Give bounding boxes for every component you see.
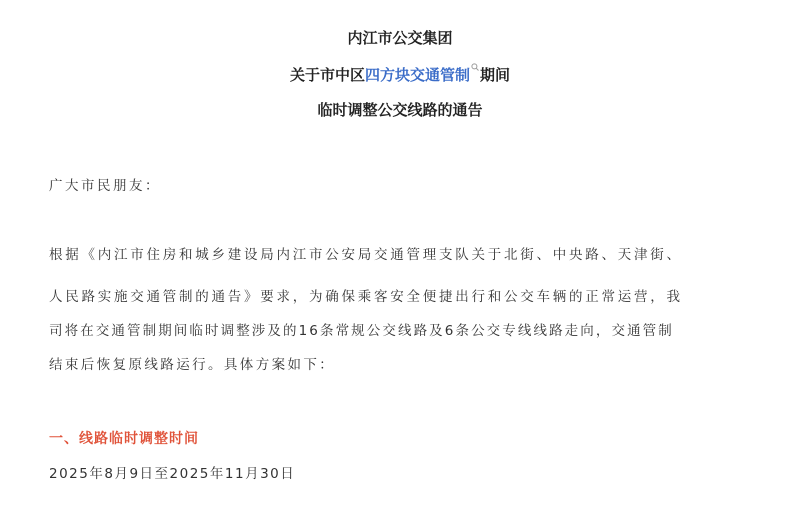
adjustment-date-range: 2025年8月9日至2025年11月30日 [49, 466, 296, 482]
notice-org-title: 内江市公交集团 [347, 29, 453, 47]
subject-prefix: 关于市中区 [289, 66, 365, 84]
traffic-control-link[interactable]: 四方块交通管制 [364, 66, 470, 84]
notice-subject-title [0, 63, 800, 85]
greeting: 广大市民朋友： [49, 178, 161, 194]
body-line: 根据《内江市住房和城乡建设局内江市公安局交通管理支队关于北街、中央路、天津街、 [49, 247, 683, 263]
search-icon[interactable] [471, 63, 479, 71]
subject-suffix: 期间 [480, 66, 511, 84]
body-line: 结束后恢复原线路运行。具体方案如下： [49, 357, 336, 373]
section-heading: 一、线路临时调整时间 [49, 431, 199, 447]
notice-subtitle: 临时调整公交线路的通告 [317, 101, 483, 119]
body-line: 司将在交通管制期间临时调整涉及的16条常规公交线路及6条公交专线线路走向，交通管制 [49, 323, 674, 339]
body-line: 人民路实施交通管制的通告》要求，为确保乘客安全便捷出行和公交车辆的正常运营，我 [49, 289, 683, 305]
